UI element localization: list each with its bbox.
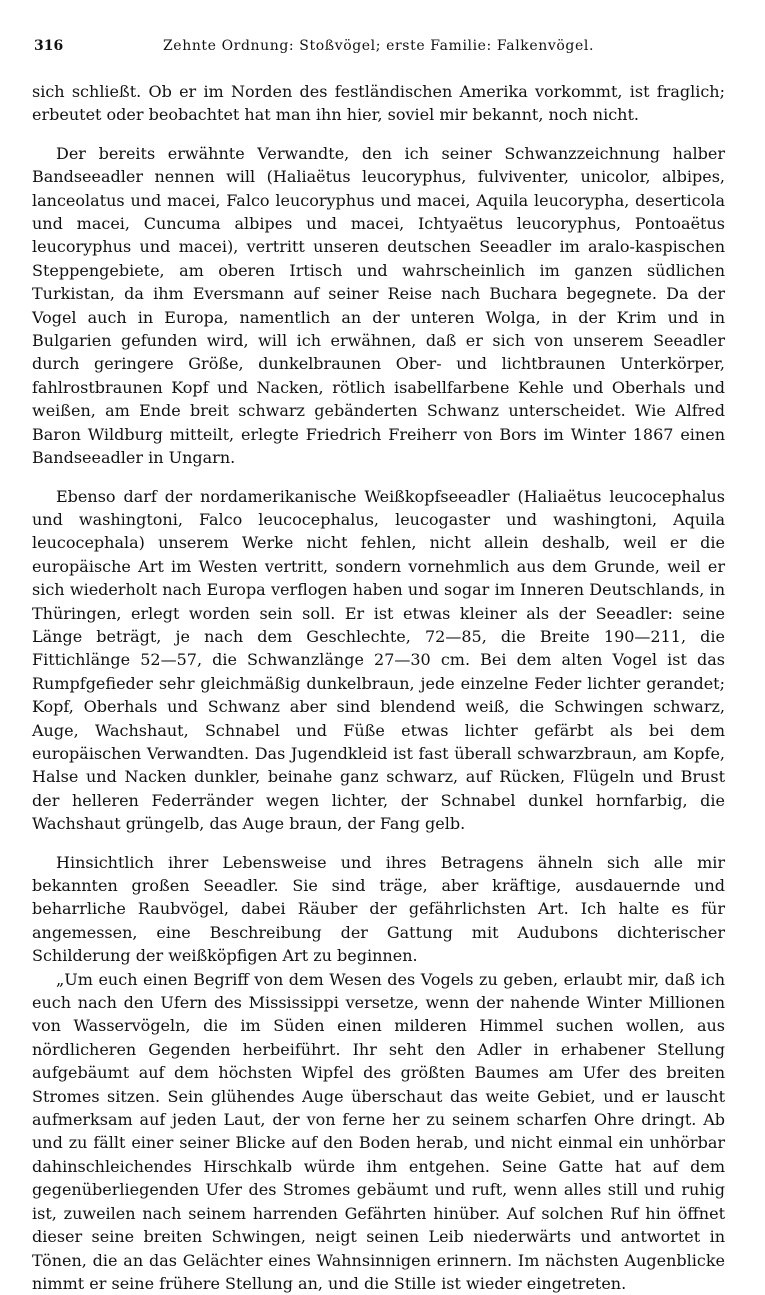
paragraph-audubon-quote: „Um euch einen Begriff von dem Wesen des Vogels zu geben, erlaubt mir, daß ich euch nach den Ufern des Mississippi versetze, wenn der nahende Winter Millionen von Wasservögeln, die im Süden einen milderen Himmel suchen wollen, aus nördlicheren Gegenden herbeiführt. Ihr seht den Adler in erhabener Stellung aufgebäumt auf dem höchsten Wipfel des größten Baumes am Ufer des breiten Stromes sitzen. Sein glühendes Auge überschaut das weite Gebiet, und er lauscht aufmerksam auf jeden Laut, der von ferne her zu seinem scharfen Ohre dringt. Ab und zu fällt einer seiner Blicke auf den Boden herab, und nicht einmal ein unhörbar dahinschleichendes Hirschkalb würde ihm entgehen. Seine Gatte hat auf dem gegenüberliegenden Ufer des Stromes gebäumt und ruft, wenn alles still und ruhig ist, zuweilen nach seinem harrenden Gefährten hinüber. Auf solchen Ruf hin öffnet dieser seine breiten Schwingen, neigt seinen Leib niederwärts und antwortet in Tönen, die an das Gelächter eines Wahnsinnigen erinnern. Im nächsten Augenblicke nimmt er seine frühere Stellung an, und die Stille ist wieder eingetreten. bbox=[32, 969, 725, 1293]
page-body bbox=[32, 80, 725, 1295]
paragraph-continuation: sich schließt. Ob er im Norden des festländischen Amerika vorkommt, ist fraglich; erbeutet oder beobachtet hat man ihn hier, soviel mir bekannt, noch nicht. bbox=[32, 82, 725, 125]
paragraph-bandseeadler: Der bereits erwähnte Verwandte, den ich seiner Schwanzzeichnung halber Bandseeadler nennen will (Haliaëtus leucoryphus, fulviventer, unicolor, albipes, lanceolatus und macei, Falco leucoryphus und macei, Aquila leucorypha, deserticola und macei, Cuncuma albipes und macei, Ichtyaëtus leucoryphus, Pontoaëtus leucoryphus und macei), vertritt unseren deutschen Seeadler im aralo-kaspischen Steppengebiete, am oberen Irtisch und wahrscheinlich im ganzen südlichen Turkistan, da ihm Eversmann auf seiner Reise nach Buchara begegnete. Da der Vogel auch in Europa, namentlich an der unteren Wolga, in der Krim und in Bulgarien gefunden wird, will ich erwähnen, daß er sich von unserem Seeadler durch geringere Größe, dunkelbraunen Ober- und lichtbraunen Unterkörper, fahlrostbraunen Kopf und Nacken, rötlich isabellfarbene Kehle und Oberhals und weißen, am Ende breit schwarz gebänderten Schwanz unterscheidet. Wie Alfred Baron Wildburg mitteilt, erlegte Friedrich Freiherr von Bors im Winter 1867 einen Bandseeadler in Ungarn. bbox=[32, 143, 725, 468]
paragraph-lebensweise: Hinsichtlich ihrer Lebensweise und ihres Betragens ähneln sich alle mir bekannten großen Seeadler. Sie sind träge, aber kräftige, ausdauernde und beharrliche Raubvögel, dabei Räuber der gefährlichsten Art. Ich halte es für angemessen, eine Beschreibung der Gattung mit Audubons dichterischer Schilderung der weißköpfigen Art zu beginnen. bbox=[32, 852, 725, 966]
paragraph-weisskopfseeadler: Ebenso darf der nordamerikanische Weißkopfseeadler (Haliaëtus leucocephalus und washingtoni, Falco leucocephalus, leucogaster und washingtoni, Aquila leucocephala) unserem Werke nicht fehlen, nicht allein deshalb, weil er die europäische Art im Westen vertritt, sondern vornehmlich aus dem Grunde, weil er sich wiederholt nach Europa verflogen haben und sogar im Inneren Deutschlands, in Thüringen, erlegt worden sein soll. Er ist etwas kleiner als der Seeadler: seine Länge beträgt, je nach dem Geschlechte, 72—85, die Breite 190—211, die Fittichlänge 52—57, die Schwanzlänge 27—30 cm. Bei dem alten Vogel ist das Rumpfgefieder sehr gleichmäßig dunkelbraun, jede einzelne Feder lichter gerandet; Kopf, Oberhals und Schwanz aber sind blendend weiß, die Schwingen schwarz, Auge, Wachshaut, Schnabel und Füße etwas lichter gefärbt als bei dem europäischen Verwandten. Das Jugendkleid ist fast überall schwarzbraun, am Kopfe, Halse und Nacken dunkler, beinahe ganz schwarz, auf Rücken, Flügeln und Brust der helleren Federränder wegen lichter, der Schnabel dunkel hornfarbig, die Wachshaut grüngelb, das Auge braun, der Fang gelb. bbox=[32, 486, 725, 834]
running-header bbox=[32, 38, 725, 60]
running-title: Zehnte Ordnung: Stoßvögel; erste Familie: Falkenvögel. bbox=[162, 38, 595, 54]
page-number: 316 bbox=[34, 38, 64, 54]
